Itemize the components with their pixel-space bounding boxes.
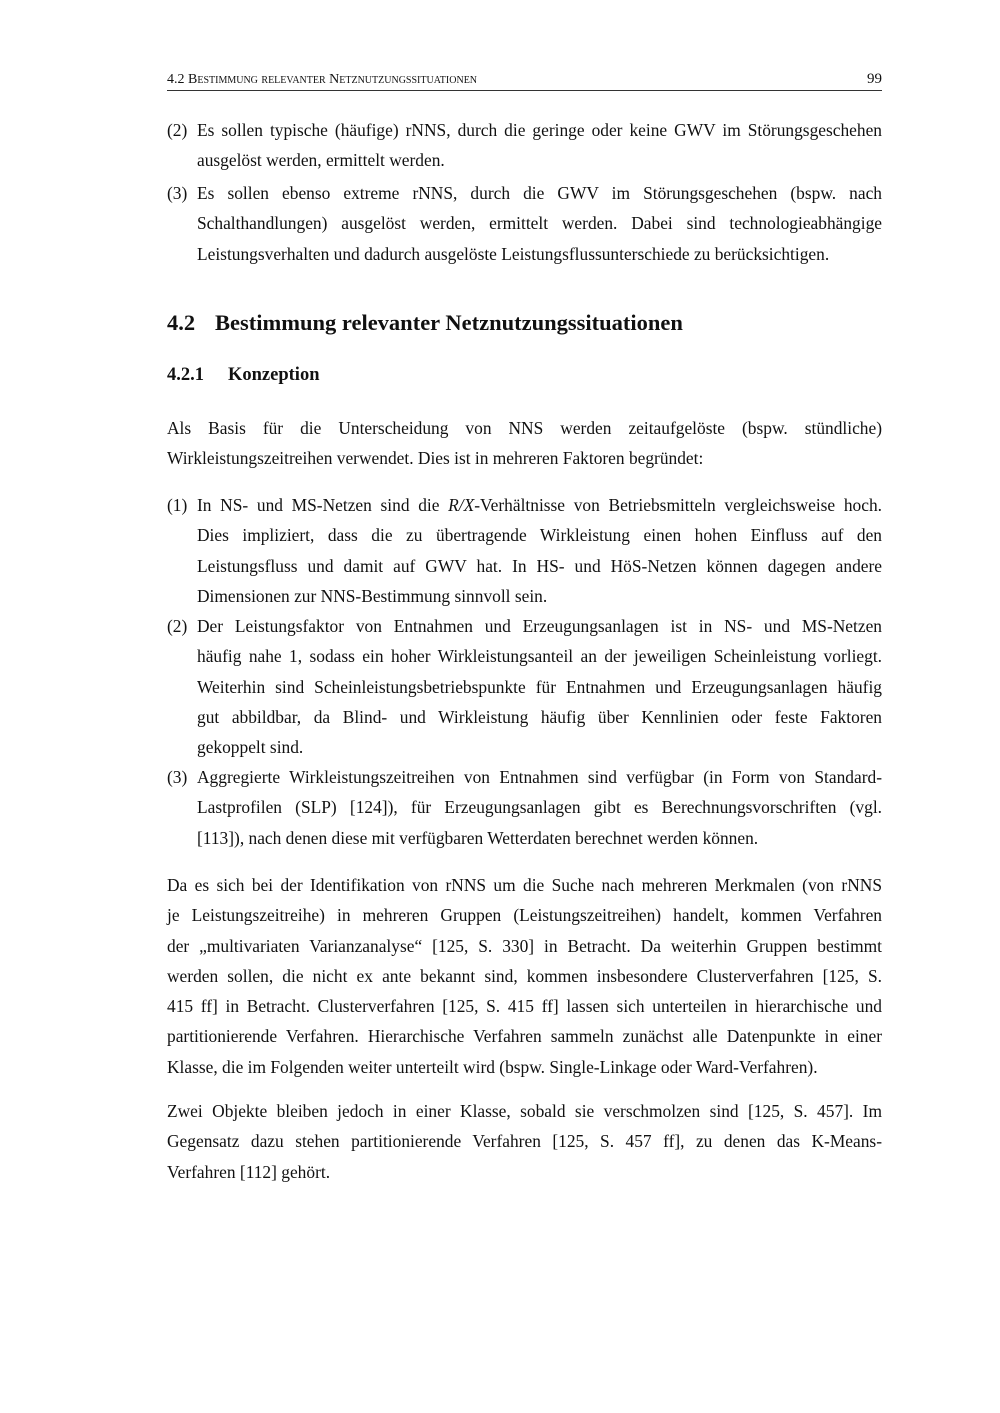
text-line: Dimensionen zur NNS-Bestimmung sinnvoll sein. bbox=[197, 585, 548, 606]
text-line: werden sollen, die nicht ex ante bekannt sind, kommen insbesondere Clusterverfahren [125, S. bbox=[167, 965, 882, 986]
text-line: Lastprofilen (SLP) [124]), für Erzeugungsanlagen gibt es Berechnungsvorschriften (vgl. bbox=[197, 797, 882, 818]
text-line: In NS- und MS-Netzen sind die R/X-Verhältnisse von Betriebsmitteln vergleichsweise hoch. bbox=[197, 495, 882, 515]
text-line: gut abbildbar, da Blind- und Wirkleistung häufig über Kennlinien oder feste Faktoren bbox=[197, 706, 882, 727]
text-line: je Leistungszeitreihe) in mehreren Gruppen (Leistungszeitreihen) handelt, kommen Verfahren bbox=[167, 905, 882, 926]
text-line: Leistungsfluss und damit auf GWV hat. In HS- und HöS-Netzen können dagegen andere bbox=[197, 555, 882, 576]
text-line: Wirkleistungszeitreihen verwendet. Dies ist in mehreren Faktoren begründet: bbox=[167, 448, 704, 469]
subsection-number: 4.2.1 bbox=[167, 365, 204, 385]
text-line: [113]), nach denen diese mit verfügbaren Wetterdaten berechnet werden können. bbox=[197, 827, 759, 848]
text-line: häufig nahe 1, sodass ein hoher Wirkleistungsanteil an der jeweiligen Scheinleistung vorliegt. bbox=[197, 646, 882, 667]
list-item bbox=[167, 490, 882, 611]
text-line: Zwei Objekte bleiben jedoch in einer Klasse, sobald sie verschmolzen sind [125, S. 457]. Im bbox=[167, 1101, 882, 1121]
list-number: (3) bbox=[167, 183, 188, 203]
paragraph bbox=[167, 1096, 882, 1187]
paragraph bbox=[167, 870, 882, 1082]
list-number: (2) bbox=[167, 616, 188, 636]
page-number: 99 bbox=[867, 71, 882, 87]
text-line: Leistungsverhalten und dadurch ausgelöste Leistungsflussunterschiede zu berücksichtigen. bbox=[197, 243, 830, 264]
text-line: Weiterhin sind Scheinleistungsbetriebspunkte für Entnahmen und Erzeugungsanlagen häufig bbox=[197, 676, 882, 697]
section-heading bbox=[167, 310, 683, 336]
text-line: Es sollen ebenso extreme rNNS, durch die GWV im Störungsgeschehen (bspw. nach bbox=[197, 183, 882, 203]
paragraph bbox=[167, 413, 882, 474]
text-line: Klasse, die im Folgenden weiter unterteilt wird (bspw. Single-Linkage oder Ward-Verfahren). bbox=[167, 1056, 818, 1077]
text-line: 415 ff] in Betracht. Clusterverfahren [125, S. 415 ff] lassen sich unterteilen in hierarchische und bbox=[167, 996, 882, 1017]
section-title: Bestimmung relevanter Netznutzungssituationen bbox=[215, 310, 683, 335]
text-line: Es sollen typische (häufige) rNNS, durch die geringe oder keine GWV im Störungsgeschehen bbox=[197, 120, 882, 140]
subsection-title: Konzeption bbox=[228, 365, 320, 385]
text-line: Da es sich bei der Identifikation von rNNS um die Suche nach mehreren Merkmalen (von rNNS bbox=[167, 875, 882, 895]
header-title: 4.2 Bestimmung relevanter Netznutzungssituationen bbox=[167, 72, 478, 87]
text-line: partitionierende Verfahren. Hierarchische Verfahren sammeln zunächst alle Datenpunkte in einer bbox=[167, 1026, 882, 1047]
text-line: Als Basis für die Unterscheidung von NNS werden zeitaufgelöste (bspw. stündliche) bbox=[167, 418, 882, 438]
text-line: der „multivariaten Varianzanalyse“ [125, S. 330] in Betracht. Da weiterhin Gruppen bestimmt bbox=[167, 935, 882, 956]
section-number: 4.2 bbox=[167, 310, 196, 335]
text-line: Gegensatz dazu stehen partitionierende Verfahren [125, S. 457 ff], zu denen das K-Means- bbox=[167, 1131, 882, 1152]
list-item bbox=[167, 611, 882, 762]
list-item bbox=[167, 115, 882, 176]
text-line: Verfahren [112] gehört. bbox=[167, 1161, 331, 1182]
text-line: gekoppelt sind. bbox=[197, 737, 304, 758]
list-number: (1) bbox=[167, 495, 188, 515]
list-number: (3) bbox=[167, 767, 188, 787]
text-line: Dies impliziert, dass die zu übertragende Wirkleistung einen hohen Einfluss auf den bbox=[197, 525, 882, 546]
list-item bbox=[167, 178, 882, 269]
text-line: ausgelöst werden, ermittelt werden. bbox=[197, 150, 445, 171]
running-header bbox=[167, 70, 882, 91]
text-line: Schalthandlungen) ausgelöst werden, ermittelt werden. Dabei sind technologieabhängige bbox=[197, 213, 882, 234]
text-line: Aggregierte Wirkleistungszeitreihen von Entnahmen sind verfügbar (in Form von Standard- bbox=[197, 767, 882, 787]
list-number: (2) bbox=[167, 120, 188, 140]
subsection-heading bbox=[167, 365, 319, 386]
text-line: Der Leistungsfaktor von Entnahmen und Erzeugungsanlagen ist in NS- und MS-Netzen bbox=[197, 616, 882, 636]
list-item bbox=[167, 762, 882, 853]
